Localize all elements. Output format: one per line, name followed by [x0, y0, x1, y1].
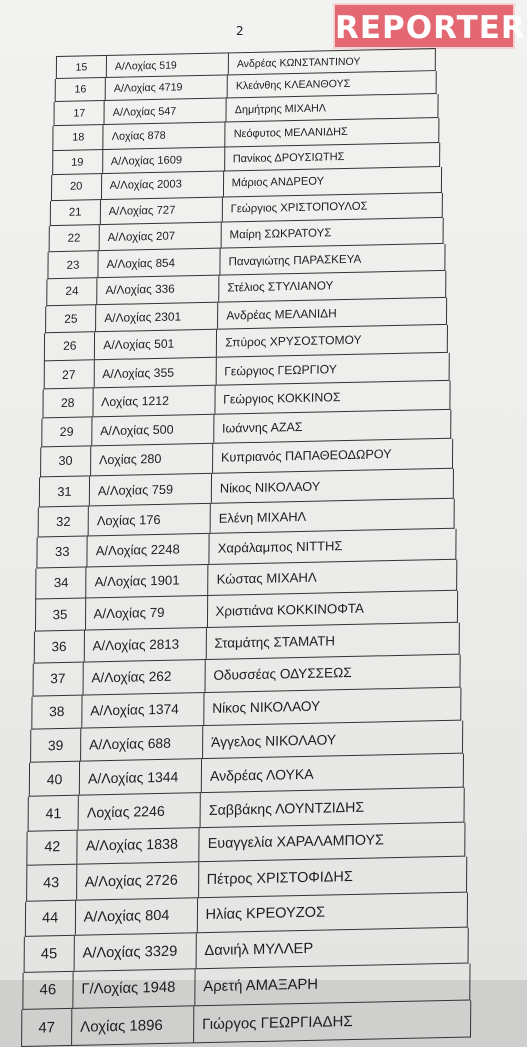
person-name: Ανδρέας ΛΟΥΚΑ [209, 765, 314, 784]
rank-id: Α/Λοχίας 547 [105, 99, 227, 124]
row-number: 32 [39, 506, 89, 536]
person-name: Πανίκος ΔΡΟΥΣΙΩΤΗΣ [232, 150, 345, 165]
rank-id: Λοχίας 280 [91, 444, 213, 475]
person-name: Χριστιάνα ΚΟΚΚΙΝΟΦΤΑ [215, 600, 364, 619]
row-number: 23 [48, 251, 98, 278]
row-number: 22 [50, 225, 100, 251]
person-name: Δανιήλ ΜΥΛΛΕΡ [204, 940, 314, 959]
page-number: 2 [236, 24, 244, 38]
row-number: 25 [46, 305, 96, 332]
rank-id: Α/Λοχίας 727 [101, 197, 223, 224]
rank-id: Α/Λοχίας 2003 [102, 172, 224, 199]
rank-id: Α/Λοχίας 3329 [74, 934, 196, 972]
person-name: Γεώργιος ΚΟΚΚΙΝΟΣ [223, 390, 341, 407]
person-name: Οδυσσέας ΟΔΥΣΣΕΩΣ [213, 665, 352, 684]
person-name: Ηλίας ΚΡΕΟΥΖΟΣ [205, 904, 326, 924]
row-number: 16 [56, 78, 106, 101]
person-name: Χαράλαμπος ΝΙΤΤΗΣ [217, 538, 343, 557]
person-name: Σπύρος ΧΡΥΣΟΣΤΟΜΟΥ [225, 333, 362, 350]
person-name: Κλεάνθης ΚΛΕΑΝΘΟΥΣ [235, 78, 351, 93]
rank-id: Α/Λοχίας 501 [95, 330, 217, 359]
row-number: 15 [57, 56, 107, 78]
person-name: Αρετή ΑΜΑΞΑΡΗ [203, 976, 319, 996]
rank-id: Λοχίας 2246 [79, 793, 201, 829]
person-name: Παναγιώτης ΠΑΡΑΣΚΕΥΑ [228, 252, 362, 268]
rank-id: Α/Λοχίας 2726 [77, 863, 199, 900]
row-number: 39 [31, 728, 81, 762]
person-name: Ιωάννης ΑΖΑΣ [222, 419, 303, 436]
rank-id: Α/Λοχίας 2301 [96, 302, 218, 331]
row-number: 24 [47, 278, 97, 305]
person-name: Πέτρος ΧΡΙΣΤΟΦΙΔΗΣ [206, 868, 353, 888]
row-number: 42 [28, 830, 78, 865]
row-number: 17 [55, 101, 105, 125]
rank-id: Α/Λοχίας 1609 [103, 147, 225, 173]
row-number: 19 [53, 150, 103, 175]
row-number: 26 [45, 332, 95, 360]
row-number: 18 [54, 125, 104, 149]
person-name: Ανδρέας ΜΕΛΑΝΙΔΗ [226, 306, 337, 323]
person-name: Ευαγγελία ΧΑΡΑΛΑΜΠΟΥΣ [207, 832, 384, 853]
rank-id: Α/Λοχίας 2813 [84, 628, 206, 662]
rank-id: Α/Λοχίας 854 [98, 249, 220, 277]
row-number: 21 [51, 200, 101, 226]
row-number: 35 [35, 599, 85, 631]
rank-id: Α/Λοχίας 1901 [87, 565, 209, 598]
row-number: 45 [24, 936, 74, 972]
row-number: 31 [40, 476, 90, 506]
row-number: 41 [29, 796, 79, 830]
person-name: Γεώργιος ΧΡΙΣΤΟΠΟΥΛΟΣ [230, 200, 368, 216]
person-name: Κυπριανός ΠΑΠΑΘΕΟΔΩΡΟΥ [220, 447, 392, 465]
rank-id: Λοχίας 1212 [93, 386, 215, 416]
rank-id: Λοχίας 1896 [72, 1006, 194, 1045]
row-number: 27 [44, 360, 94, 388]
rank-id: Γ/Λοχίας 1948 [73, 970, 195, 1008]
rank-id: Α/Λοχίας 759 [90, 473, 212, 505]
person-name: Σαββάκης ΛΟΥΝΤΖΙΔΗΣ [208, 798, 365, 818]
rank-id: Α/Λοχίας 500 [92, 415, 214, 446]
rank-id: Α/Λοχίας 1374 [82, 693, 204, 728]
person-name: Σταμάτης ΣΤΑΜΑΤΗ [214, 633, 336, 651]
person-name: Νίκος ΝΙΚΟΛΑΟΥ [219, 478, 321, 496]
row-number: 37 [33, 663, 83, 696]
rank-id: Α/Λοχίας 804 [75, 898, 197, 935]
rank-id: Α/Λοχίας 207 [100, 223, 222, 251]
row-number: 20 [52, 174, 102, 199]
rank-id: Α/Λοχίας 1838 [78, 828, 200, 864]
rank-id: Α/Λοχίας 519 [107, 53, 229, 77]
rank-id: Α/Λοχίας 336 [97, 275, 219, 304]
row-number: 38 [32, 695, 82, 728]
row-number: 46 [23, 972, 73, 1009]
person-name: Γιώργος ΓΕΩΡΓΙΑΔΗΣ [202, 1012, 353, 1033]
rank-id: Λοχίας 176 [89, 503, 211, 535]
person-name: Δημήτρης ΜΙΧΑΗΛ [234, 102, 327, 117]
person-name: Ανδρέας ΚΩΝΣΤΑΝΤΙΝΟΥ [236, 55, 361, 70]
row-number: 28 [43, 388, 93, 417]
row-number: 34 [37, 567, 87, 598]
reporter-watermark-logo: REPORTER [333, 3, 515, 49]
row-number: 44 [25, 900, 75, 936]
rank-id: Α/Λοχίας 1344 [80, 759, 202, 795]
person-name: Μάριος ΑΝΔΡΕΟΥ [231, 175, 325, 190]
row-number: 29 [42, 417, 92, 446]
person-name: Ελένη ΜΙΧΑΗΛ [218, 508, 307, 526]
rank-id: Α/Λοχίας 262 [83, 660, 205, 694]
person-name: Στέλιος ΣΤΥΛΙΑΝΟΥ [227, 279, 334, 295]
person-name: Μαίρη ΣΩΚΡΑΤΟΥΣ [229, 226, 332, 242]
rank-id: Α/Λοχίας 355 [94, 358, 216, 388]
rank-id: Α/Λοχίας 4719 [106, 75, 228, 100]
rank-id: Α/Λοχίας 688 [81, 726, 203, 761]
row-number: 33 [38, 536, 88, 567]
row-number: 43 [27, 865, 77, 900]
person-name: Γεώργιος ΓΕΩΡΓΙΟΥ [224, 361, 337, 379]
rank-id: Λοχίας 878 [104, 123, 226, 149]
rank-id: Α/Λοχίας 2248 [88, 534, 210, 566]
personnel-table [38, 48, 446, 1047]
person-name: Κώστας ΜΙΧΑΗΛ [216, 570, 317, 588]
row-number: 40 [30, 762, 80, 796]
person-name: Άγγελος ΝΙΚΟΛΑΟΥ [211, 731, 337, 750]
row-number: 30 [41, 446, 91, 476]
row-number: 47 [22, 1009, 72, 1046]
person-name: Νίκος ΝΙΚΟΛΑΟΥ [212, 698, 321, 717]
rank-id: Α/Λοχίας 79 [85, 596, 207, 629]
row-number: 36 [34, 630, 84, 662]
person-name: Νεόφυτος ΜΕΛΑΝΙΔΗΣ [233, 125, 348, 141]
